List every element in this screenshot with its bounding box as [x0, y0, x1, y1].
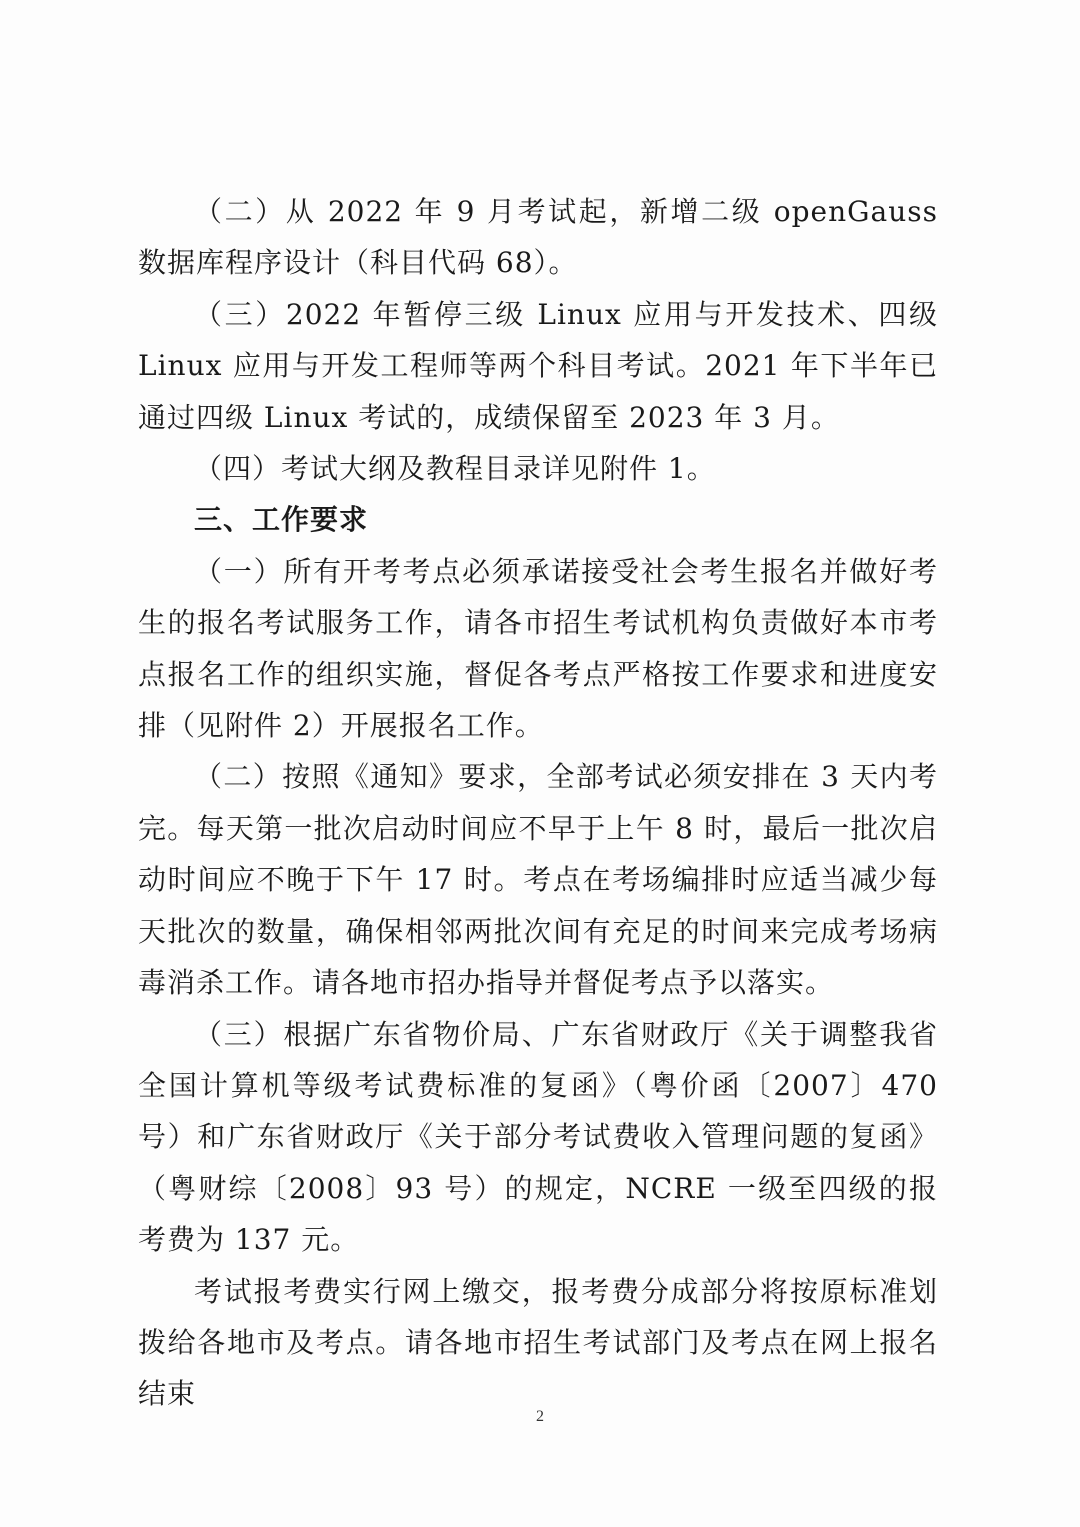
section-heading-work-requirements: 三、工作要求: [194, 503, 369, 537]
paragraph-registration-service: （一）所有开考考点必须承诺接受社会考生报名并做好考生的报名考试服务工作，请各市招生考试机构负责做好本市考点报名工作的组织实施，督促各考点严格按工作要求和进度安排（见附件 2）开展报名工作。: [138, 554, 938, 743]
paragraph-syllabus: （四）考试大纲及教程目录详见附件 1。: [194, 452, 716, 486]
paragraph-new-subject: （二）从 2022 年 9 月考试起，新增二级 openGauss 数据库程序设计（科目代码 68）。: [138, 195, 938, 280]
paragraph-exam-fee: （三）根据广东省物价局、广东省财政厅《关于调整我省全国计算机等级考试费标准的复函》（粤价函〔2007〕470 号）和广东省财政厅《关于部分考试费收入管理问题的复函》（粤财综〔2008〕93 号）的规定，NCRE 一级至四级的报考费为 137 元。: [138, 1017, 938, 1257]
paragraph-exam-schedule: （二）按照《通知》要求，全部考试必须安排在 3 天内考完。每天第一批次启动时间应不早于上午 8 时，最后一批次启动时间应不晚于下午 17 时。考点在考场编排时应适当减少每天批次的数量，确保相邻两批次间有充足的时间来完成考场病毒消杀工作。请各地市招办指导并督促考点予以落实。: [138, 760, 938, 1000]
paragraph-online-payment: 考试报考费实行网上缴交，报考费分成部分将按原标准划拨给各地市及考点。请各地市招生考试部门及考点在网上报名结束: [138, 1274, 938, 1411]
page-number: 2: [536, 1408, 544, 1425]
document-body: [138, 186, 938, 1420]
paragraph-suspended-subjects: （三）2022 年暂停三级 Linux 应用与开发技术、四级 Linux 应用与开发工程师等两个科目考试。2021 年下半年已通过四级 Linux 考试的，成绩保留至 2023 年 3 月。: [138, 297, 938, 434]
